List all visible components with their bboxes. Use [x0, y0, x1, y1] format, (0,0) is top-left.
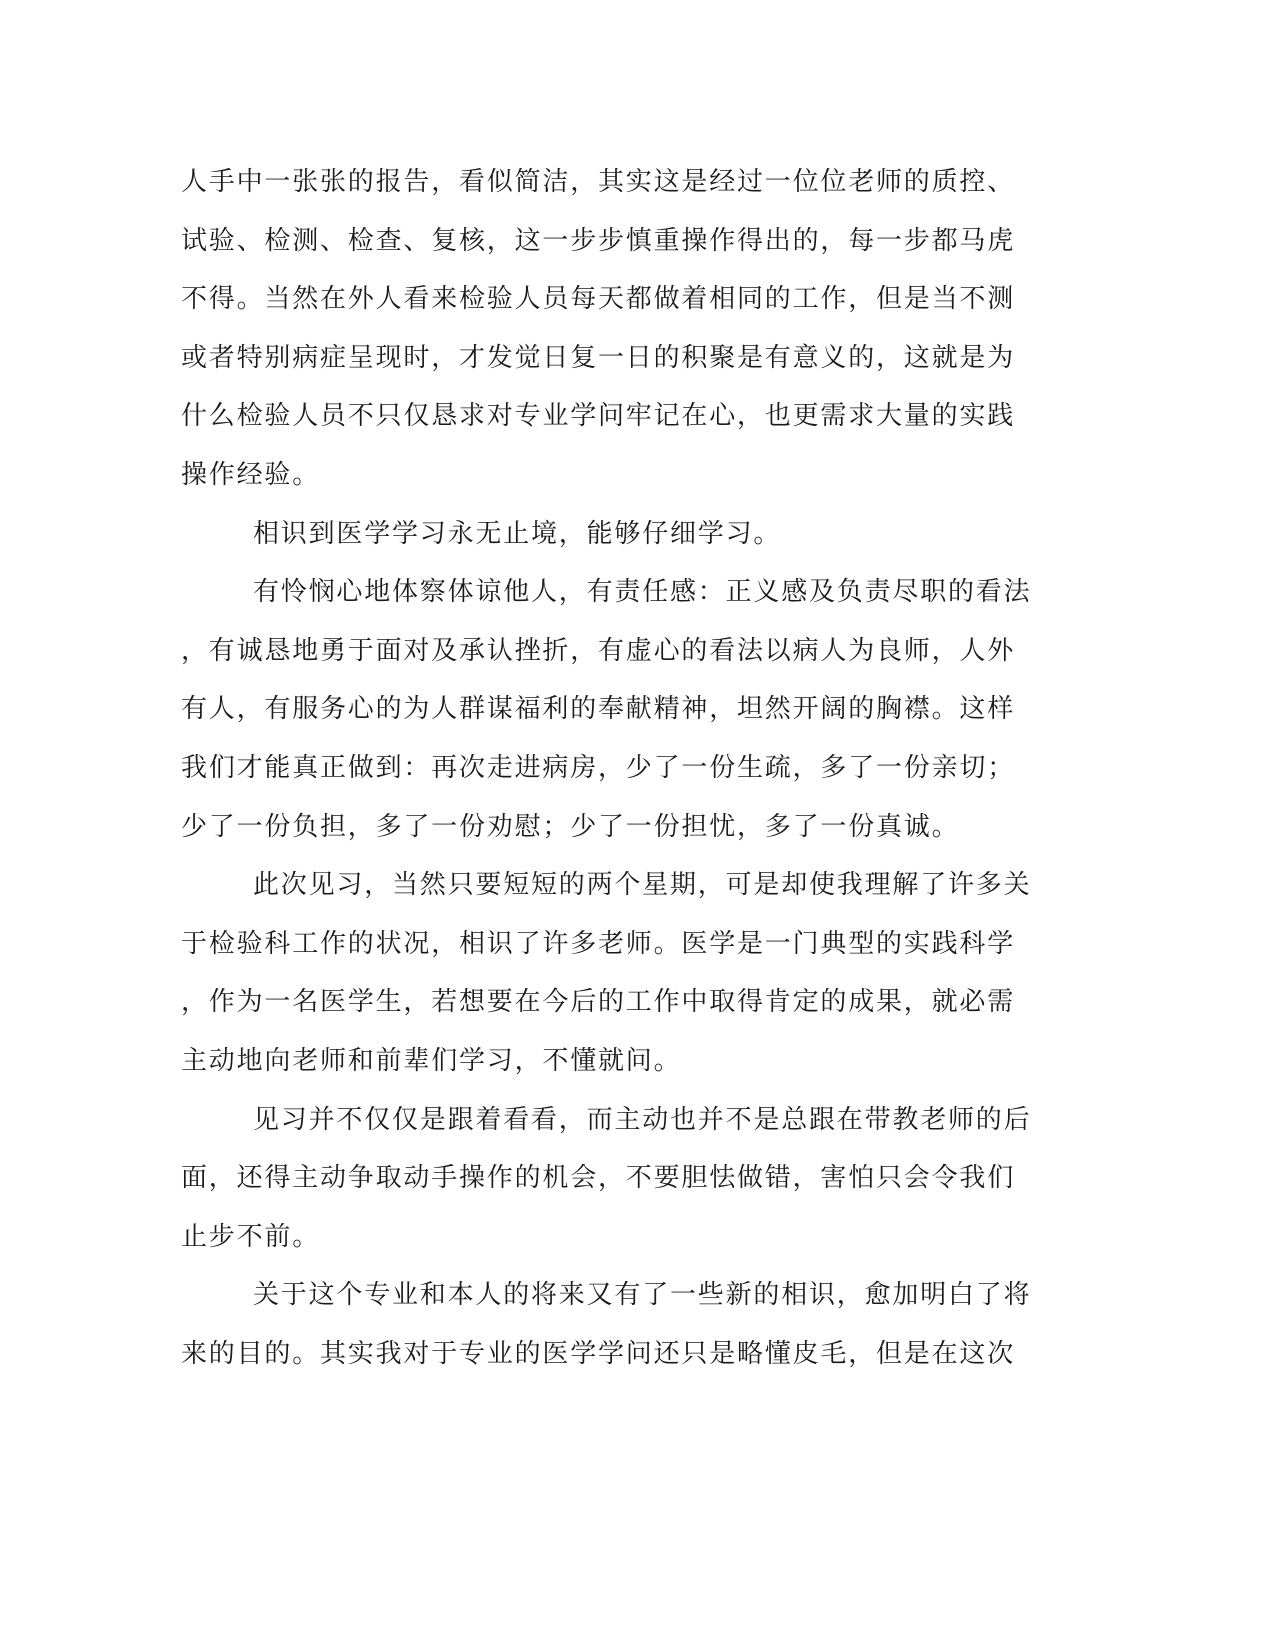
text-line: 试验、检测、检查、复核，这一步步慎重操作得出的，每一步都马虎 — [181, 225, 1016, 256]
text-line: 于检验科工作的状况，相识了许多老师。医学是一门典型的实践科学 — [181, 928, 1016, 959]
paragraph-1 — [181, 153, 1041, 505]
paragraph-5 — [181, 1091, 1041, 1267]
paragraph-6 — [181, 1266, 1041, 1383]
text-line: ，作为一名医学生，若想要在今后的工作中取得肯定的成果，就必需 — [181, 987, 1016, 1018]
text-line: 面，还得主动争取动手操作的机会，不要胆怯做错，害怕只会令我们 — [181, 1163, 1016, 1194]
text-line: 有怜悯心地体察体谅他人，有责任感：正义感及负责尽职的看法 — [253, 577, 1032, 608]
text-line: 少了一份负担，多了一份劝慰；少了一份担忧，多了一份真诚。 — [181, 811, 960, 842]
text-line: 止步不前。 — [181, 1221, 321, 1252]
text-line: 我们才能真正做到：再次走进病房，少了一份生疏，多了一份亲切； — [181, 752, 1016, 783]
paragraph-4 — [181, 856, 1041, 1090]
text-line: 相识到医学学习永无止境，能够仔细学习。 — [253, 518, 782, 549]
text-line: 有人，有服务心的为人群谋福利的奉献精神，坦然开阔的胸襟。这样 — [181, 694, 1016, 725]
text-line: 此次见习，当然只要短短的两个星期，可是却使我理解了许多关 — [253, 870, 1032, 901]
text-line: 见习并不仅仅是跟着看看，而主动也并不是总跟在带教老师的后 — [253, 1104, 1032, 1135]
text-line: 或者特别病症呈现时，才发觉日复一日的积聚是有意义的，这就是为 — [181, 342, 1016, 373]
text-line: 来的目的。其实我对于专业的医学学问还只是略懂皮毛，但是在这次 — [181, 1338, 1016, 1369]
text-line: 什么检验人员不只仅恳求对专业学问牢记在心，也更需求大量的实践 — [181, 401, 1016, 432]
text-line: 人手中一张张的报告，看似简洁，其实这是经过一位位老师的质控、 — [181, 167, 1016, 197]
text-line: ，有诚恳地勇于面对及承认挫折，有虚心的看法以病人为良师，人外 — [181, 635, 1016, 666]
document-body — [181, 153, 1041, 1383]
paragraph-3 — [181, 563, 1041, 856]
text-line: 操作经验。 — [181, 459, 321, 490]
paragraph-2 — [181, 505, 1041, 564]
text-line: 不得。当然在外人看来检验人员每天都做着相同的工作，但是当不测 — [181, 284, 1016, 315]
text-line: 关于这个专业和本人的将来又有了一些新的相识，愈加明白了将 — [253, 1280, 1032, 1311]
text-line: 主动地向老师和前辈们学习，不懂就问。 — [181, 1045, 682, 1076]
